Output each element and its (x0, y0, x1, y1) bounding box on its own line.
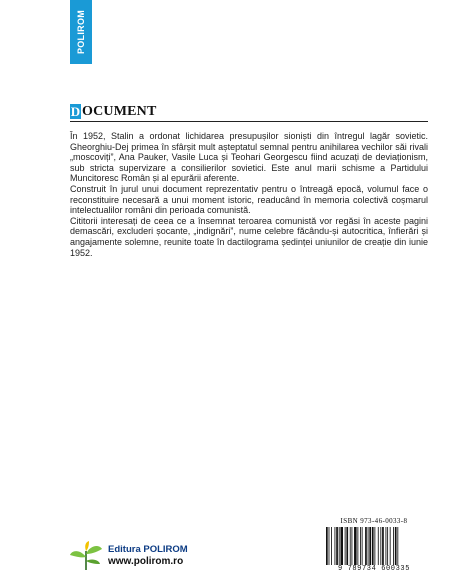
barcode-number: 9 789734 600335 (337, 565, 410, 573)
blurb-paragraph: Cititorii interesați de ceea ce a însemnat teroarea comunistă vor regăsi în aceste pagini demascări, excluderi șocante, „indignări”, nume celebre făcându-și autocritica, înfierări și angajamente solemne, reunite toate în dactilograma ședinței uniunilor de creație din iunie 1952. (70, 215, 428, 258)
publisher-block (68, 541, 188, 571)
blurb-text (70, 131, 428, 258)
isbn-label: ISBN 973-46-0033-8 (340, 517, 408, 525)
spine-label: POLIROM (76, 9, 87, 55)
publisher-website: www.polirom.ro (108, 556, 184, 567)
series-title (70, 104, 157, 119)
back-cover (22, 0, 430, 584)
barcode-bars (324, 527, 424, 565)
polirom-tree-logo-icon (68, 541, 104, 571)
barcode-block (316, 517, 432, 577)
publisher-spine-tab (70, 0, 92, 64)
publisher-name: Editura POLIROM (108, 544, 188, 555)
title-rule (70, 121, 428, 122)
blurb-paragraph: În 1952, Stalin a ordonat lichidarea presupușilor sioniști din întregul lagăr sovietic. Gheorghiu-Dej primea în sfârșit mult așteptatul semnal pentru anihilarea vechilor săi rivali „moscoviți”, Ana Pauker, Vasile Luca și Teohari Georgescu fiind acuzați de deviaționism, sub stricta supervizare a consilierilor sovietici. Este anul marii schisme a Partidului Muncitoresc Român și al epurării aferente. (70, 131, 428, 184)
series-title-initial: D (70, 104, 81, 119)
series-title-rest: OCUMENT (82, 104, 157, 119)
blurb-paragraph: Construit în jurul unui document reprezentativ pentru o întreagă epocă, volumul face o reconstituire necesară a unui moment istoric, readucând în memoria colectivă coșmarul intelectualilor români din perioada comunistă. (70, 183, 428, 216)
